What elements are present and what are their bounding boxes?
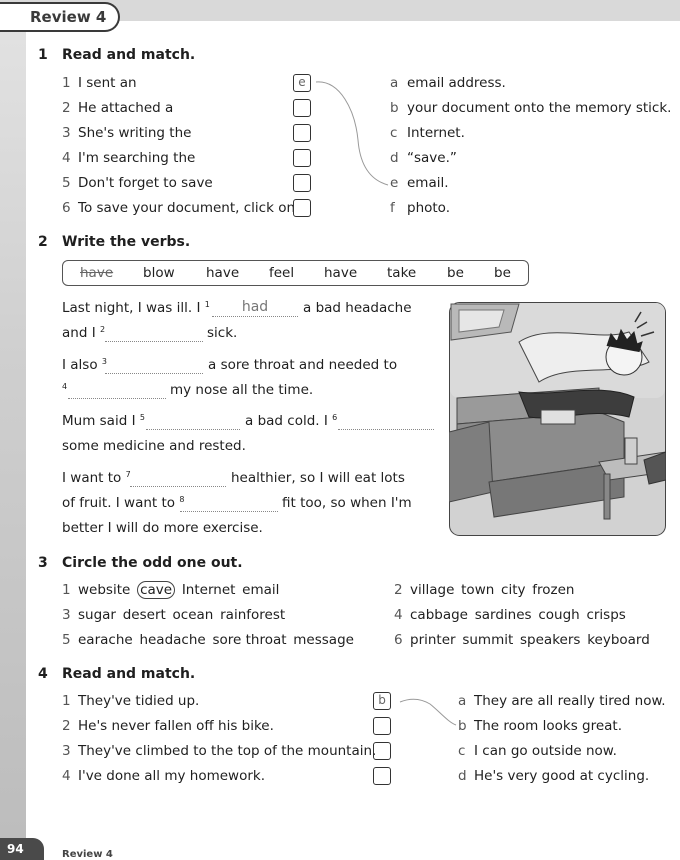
answer-box[interactable] (293, 199, 311, 217)
ex3-title: Circle the odd one out. (62, 555, 243, 571)
sick-boy-illustration (449, 302, 666, 536)
word-box-item: have (324, 265, 358, 281)
footer-label: Review 4 (62, 849, 113, 860)
ex2-number: 2 (38, 234, 48, 250)
word[interactable]: headache (139, 632, 206, 648)
word[interactable]: summit (462, 632, 514, 648)
option-letter: d (390, 150, 399, 166)
item-number: 1 (62, 75, 71, 91)
blank-1[interactable]: had (212, 299, 298, 317)
word-group (78, 632, 354, 648)
word[interactable]: sardines (474, 607, 532, 623)
word-group (410, 632, 650, 648)
word[interactable]: printer (410, 632, 456, 648)
word[interactable]: cough (538, 607, 580, 623)
blank-6[interactable] (338, 412, 434, 430)
ex2-line7-end: healthier, so I will eat lots (231, 470, 405, 486)
word[interactable]: town (461, 582, 495, 598)
option-text: email. (407, 175, 449, 191)
answer-box[interactable] (373, 717, 391, 735)
ex2-line1: Last night, I was ill. I $^1$ (62, 300, 210, 316)
blank-4[interactable] (68, 381, 166, 399)
item-number: 2 (62, 100, 71, 116)
answer-box[interactable]: b (373, 692, 391, 710)
item-text: To save your document, click on (78, 200, 296, 216)
item-number: 3 (62, 125, 71, 141)
item-number: 4 (62, 150, 71, 166)
option-text: The room looks great. (474, 718, 623, 734)
word[interactable]: earache (78, 632, 133, 648)
blank-3[interactable] (105, 356, 203, 374)
item-number: 6 (394, 632, 403, 648)
ex2-line5: Mum said I $^5$ (62, 413, 145, 429)
word-box-item: have (206, 265, 240, 281)
item-number: 3 (62, 607, 71, 623)
word-box-item: be (494, 265, 511, 281)
ex2-line8-end: fit too, so when I'm (282, 495, 412, 511)
ex2-line5-mid: a bad cold. I $^6$ (245, 413, 338, 429)
word[interactable]: crisps (586, 607, 626, 623)
ex2-line3-end: a sore throat and needed to (208, 357, 398, 373)
option-text: He's very good at cycling. (474, 768, 650, 784)
item-text: He's never fallen off his bike. (78, 718, 274, 734)
item-number: 2 (394, 582, 403, 598)
item-number: 4 (62, 768, 71, 784)
answer-box[interactable]: e (293, 74, 311, 92)
item-number: 6 (62, 200, 71, 216)
option-letter: b (458, 718, 467, 734)
item-text: She's writing the (78, 125, 192, 141)
option-text: “save.” (407, 150, 457, 166)
word-group (78, 582, 279, 598)
item-text: I sent an (78, 75, 137, 91)
item-text: They've tidied up. (78, 693, 200, 709)
side-strip (0, 21, 26, 860)
option-letter: e (390, 175, 399, 191)
word-box-item: take (387, 265, 417, 281)
option-letter: c (458, 743, 466, 759)
word[interactable]: keyboard (587, 632, 650, 648)
item-number: 2 (62, 718, 71, 734)
word[interactable]: website (78, 582, 131, 598)
ex2-title: Write the verbs. (62, 234, 191, 250)
word[interactable]: ocean (172, 607, 214, 623)
ex2-line2-end: sick. (207, 325, 238, 341)
option-letter: d (458, 768, 467, 784)
page-title: Review 4 (0, 2, 120, 32)
ex2-line4-end: my nose all the time. (170, 382, 314, 398)
word-box-item: feel (269, 265, 295, 281)
word[interactable]: sore throat (212, 632, 287, 648)
word-group (410, 582, 574, 598)
word-box-item: have (80, 265, 114, 281)
option-letter: c (390, 125, 398, 141)
ex3-number: 3 (38, 555, 48, 571)
word[interactable]: email (242, 582, 280, 598)
ex2-line4: 4 (62, 382, 68, 391)
word-group (410, 607, 626, 623)
ex2-line8: of fruit. I want to $^8$ (62, 495, 185, 511)
item-number: 1 (62, 582, 71, 598)
ex2-line3: I also $^3$ (62, 357, 107, 373)
ex2-line7: I want to $^7$ (62, 470, 131, 486)
word-group (78, 607, 285, 623)
word[interactable]: cabbage (410, 607, 468, 623)
item-text: They've climbed to the top of the mountain. (78, 743, 377, 759)
blank-2[interactable] (105, 324, 203, 342)
word[interactable]: Internet (181, 582, 236, 598)
item-number: 1 (62, 693, 71, 709)
option-text: photo. (407, 200, 450, 216)
ex2-line6: some medicine and rested. (62, 438, 246, 454)
option-letter: b (390, 100, 399, 116)
ex1-match-line (300, 70, 400, 200)
blank-8[interactable] (180, 494, 278, 512)
option-letter: a (458, 693, 467, 709)
option-letter: a (390, 75, 399, 91)
word[interactable]: sugar (78, 607, 116, 623)
word[interactable]: rainforest (220, 607, 286, 623)
ex2-line9: better I will do more exercise. (62, 520, 263, 536)
blank-7[interactable] (130, 469, 226, 487)
word[interactable]: speakers (520, 632, 581, 648)
page-number: 94 (0, 838, 44, 860)
word[interactable]: village (410, 582, 455, 598)
word[interactable]: city (501, 582, 526, 598)
item-text: I've done all my homework. (78, 768, 265, 784)
ex4-match-line (390, 690, 470, 730)
item-text: I'm searching the (78, 150, 196, 166)
word-box-item: blow (143, 265, 175, 281)
ex4-title: Read and match. (62, 666, 196, 682)
blank-5[interactable] (146, 412, 240, 430)
item-text: He attached a (78, 100, 174, 116)
ex2-line1-end: a bad headache (303, 300, 412, 316)
option-text: I can go outside now. (474, 743, 617, 759)
word-box-item: be (447, 265, 464, 281)
option-letter: f (390, 200, 395, 216)
option-text: email address. (407, 75, 506, 91)
circled-word[interactable]: cave (137, 581, 175, 599)
answer-box[interactable] (373, 742, 391, 760)
option-text: They are all really tired now. (474, 693, 666, 709)
word[interactable]: message (293, 632, 354, 648)
ex1-number: 1 (38, 47, 48, 63)
item-number: 3 (62, 743, 71, 759)
word[interactable]: frozen (532, 582, 575, 598)
word[interactable]: desert (122, 607, 166, 623)
ex4-number: 4 (38, 666, 48, 682)
item-number: 4 (394, 607, 403, 623)
answer-box[interactable] (373, 767, 391, 785)
item-number: 5 (62, 632, 71, 648)
option-text: Internet. (407, 125, 465, 141)
item-text: Don't forget to save (78, 175, 213, 191)
ex2-line2: and I $^2$ (62, 325, 106, 341)
ex1-title: Read and match. (62, 47, 196, 63)
option-text: your document onto the memory stick. (407, 100, 672, 116)
item-number: 5 (62, 175, 71, 191)
